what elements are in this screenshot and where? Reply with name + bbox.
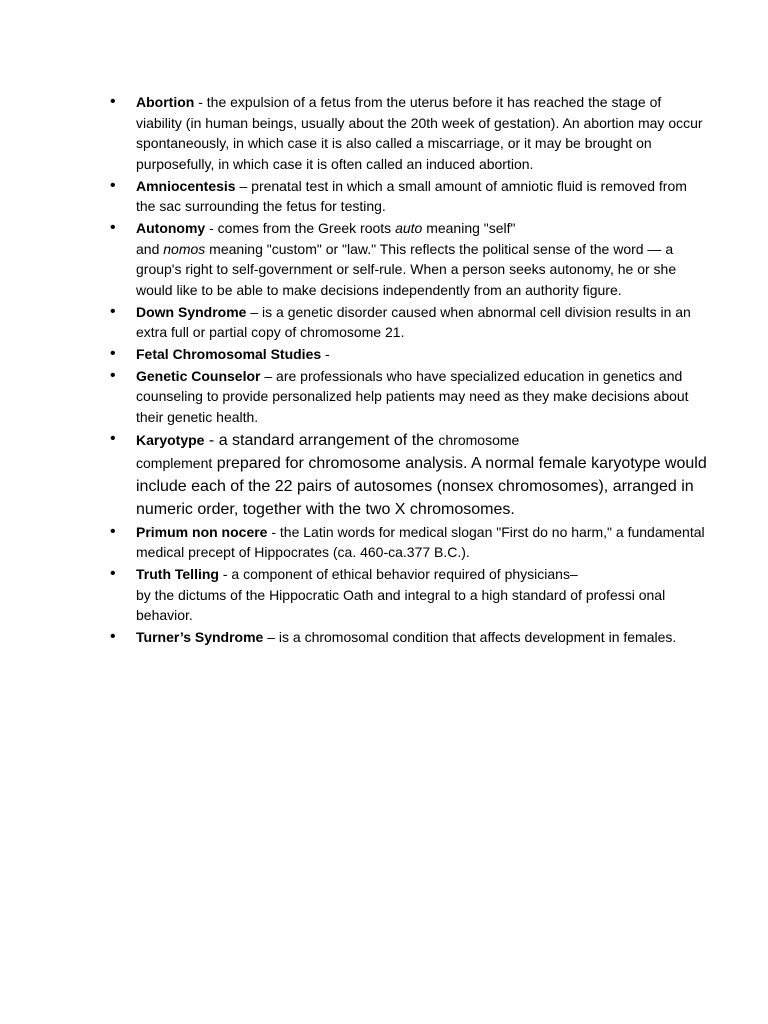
term-turners-syndrome: Turner’s Syndrome	[136, 629, 264, 646]
term-down-syndrome: Down Syndrome	[136, 303, 247, 320]
term-primum-non-nocere: Primum non nocere	[136, 523, 268, 540]
definition-autonomy-part2: meaning "self"	[422, 219, 516, 236]
glossary-entry-amniocentesis	[110, 176, 710, 217]
definition-truth-telling-part2: by the dictums of the Hippocratic Oath and integral to a high standard of professi onal behavior.	[136, 586, 666, 624]
definition-autonomy-em-auto: auto	[395, 219, 423, 236]
glossary-entry-autonomy	[110, 218, 710, 300]
term-karyotype: Karyotype	[136, 431, 205, 448]
definition-karyotype-part1: - a standard arrangement of the	[204, 431, 439, 449]
glossary-entry-karyotype	[110, 429, 710, 521]
glossary-list	[110, 92, 710, 649]
definition-karyotype-part2: prepared for chromosome analysis. A normal female karyotype would include each of the 22 pairs of autosomes (nonsex chromosomes), arranged in numeric order, together with the two X chromosomes.	[136, 454, 707, 518]
definition-autonomy-part4: meaning "custom" or "law." This reflects the political sense of the word — a group's right to self-government or self-rule. When a person seeks autonomy, he or she would like to be able to make decisions independently from an authority figure.	[136, 240, 677, 298]
definition-turners-syndrome: – is a chromosomal condition that affects development in females.	[263, 629, 677, 646]
term-genetic-counselor: Genetic Counselor	[136, 367, 261, 384]
definition-fetal-chromosomal-studies: -	[321, 345, 330, 362]
definition-karyotype-complement: complement	[136, 454, 213, 471]
definition-autonomy-part1: - comes from the Greek roots	[205, 219, 396, 236]
glossary-entry-fetal-chromosomal-studies	[110, 344, 710, 365]
glossary-entry-primum-non-nocere	[110, 522, 710, 563]
term-amniocentesis: Amniocentesis	[136, 177, 236, 194]
definition-abortion: - the expulsion of a fetus from the uterus before it has reached the stage of viability (in human beings, usually about the 20th week of gestation). An abortion may occur spontaneously, in which case it is also called a miscarriage, or it may be brought on purposefully, in which case it is often called an induced abortion.	[136, 94, 703, 172]
glossary-entry-truth-telling	[110, 564, 710, 626]
glossary-entry-turners-syndrome	[110, 627, 710, 648]
term-autonomy: Autonomy	[136, 219, 206, 236]
definition-down-syndrome: – is a genetic disorder caused when abnormal cell division results in an extra full or partial copy of chromosome 21.	[136, 303, 691, 341]
definition-amniocentesis: – prenatal test in which a small amount of amniotic fluid is removed from the sac surrounding the fetus for testing.	[136, 177, 687, 215]
glossary-entry-abortion	[110, 92, 710, 174]
term-fetal-chromosomal-studies: Fetal Chromosomal Studies	[136, 345, 322, 362]
definition-autonomy-part3: and	[136, 240, 164, 257]
definition-truth-telling-part1: - a component of ethical behavior required of physicians–	[218, 566, 578, 583]
definition-primum-non-nocere: - the Latin words for medical slogan "First do no harm," a fundamental medical precept of Hippocrates (ca. 460-ca.377 B.C.).	[136, 523, 705, 561]
glossary-entry-genetic-counselor	[110, 366, 710, 428]
definition-genetic-counselor: – are professionals who have specialized education in genetics and counseling to provide personalized help patients may need as they make decisions about their genetic health.	[136, 367, 689, 425]
definition-autonomy-em-nomos: nomos	[163, 240, 206, 257]
term-truth-telling: Truth Telling	[136, 566, 219, 583]
glossary-entry-down-syndrome	[110, 302, 710, 343]
definition-karyotype-chromosome: chromosome	[438, 431, 520, 448]
term-abortion: Abortion	[136, 94, 195, 110]
